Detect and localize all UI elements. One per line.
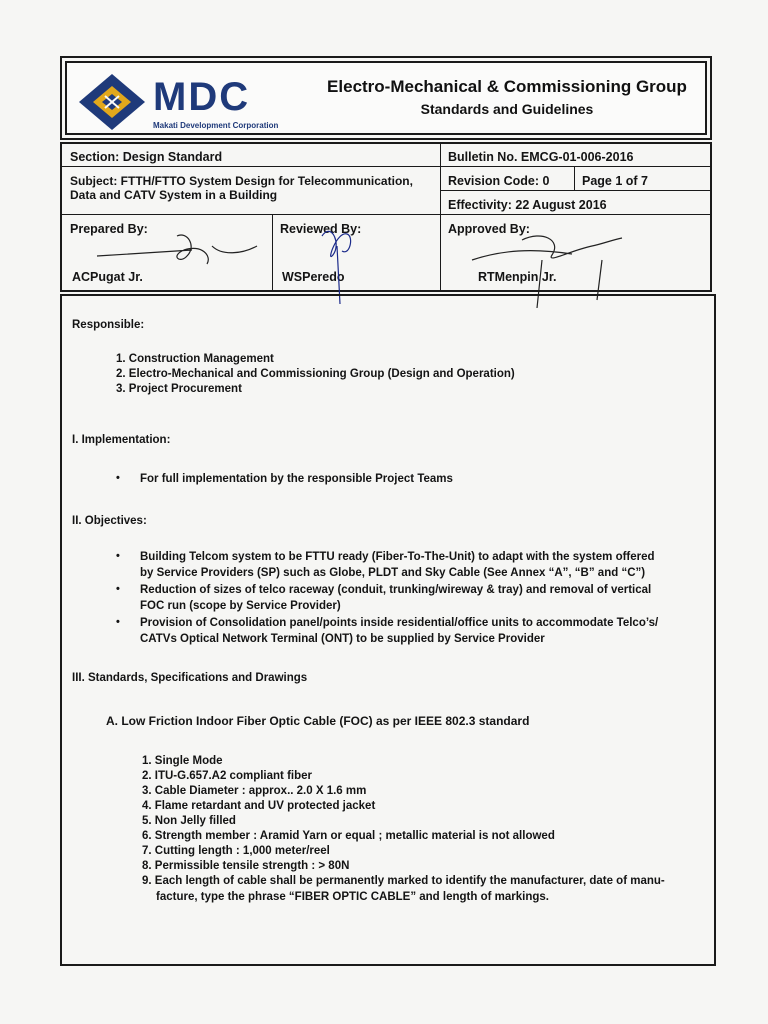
approved-by-label: Approved By: [448,222,530,236]
header-inner-frame [65,61,707,135]
spec-item: 6. Strength member : Aramid Yarn or equal ; metallic material is not allowed [142,830,555,842]
objective-line: Reduction of sizes of telco raceway (conduit, trunking/wireway & tray) and removal of vertical [140,584,652,596]
objective-line: by Service Providers (SP) such as Globe, PLDT and Sky Cable (See Annex “A”, “B” and “C”) [140,567,646,579]
responsible-item: 1. Construction Management [116,353,274,365]
approved-by-name: RTMenpin Jr. [478,270,557,284]
section-label: Section: Design Standard [70,150,223,164]
subject-line-2: Data and CATV System in a Building [70,188,278,202]
document-body [60,294,716,966]
document-info-table [60,142,712,292]
responsible-heading: Responsible: [72,319,145,331]
implementation-item: For full implementation by the responsible Project Teams [140,473,453,485]
effectivity-date: Effectivity: 22 August 2016 [448,198,607,212]
objective-line: FOC run (scope by Service Provider) [140,600,341,612]
bullet-icon: • [116,550,120,562]
subsection-a-heading: A. Low Friction Indoor Fiber Optic Cable (FOC) as per IEEE 802.3 standard [106,714,530,728]
subject-line-1: Subject: FTTH/FTTO System Design for Telecommunication, [70,174,413,188]
responsible-item: 2. Electro-Mechanical and Commissioning Group (Design and Operation) [116,368,515,380]
table-divider [62,214,710,215]
bullet-icon: • [116,583,120,595]
spec-item: 3. Cable Diameter : approx.. 2.0 X 1.6 mm [142,785,367,797]
spec-item: 4. Flame retardant and UV protected jacket [142,800,376,812]
spec-item: 7. Cutting length : 1,000 meter/reel [142,845,330,857]
group-subtitle: Standards and Guidelines [420,101,594,117]
responsible-item: 3. Project Procurement [116,383,242,395]
spec-item-continuation: facture, type the phrase “FIBER OPTIC CABLE” and length of markings. [156,891,549,903]
bullet-icon: • [116,616,120,628]
revision-code: Revision Code: 0 [448,174,550,188]
mdc-logo-icon [77,72,147,132]
objective-line: Provision of Consolidation panel/points inside residential/office units to accommodate Telco’s/ [140,617,659,629]
table-divider [574,166,575,190]
reviewed-by-name: WSPeredo [282,270,345,284]
prepared-by-label: Prepared By: [70,222,148,236]
logo-subtitle: Makati Development Corporation [153,121,279,130]
bullet-icon: • [116,472,120,484]
signature-prepared-icon [92,226,262,276]
spec-item: 5. Non Jelly filled [142,815,236,827]
logo-wordmark: MDC [153,75,251,119]
document-header [60,56,712,140]
objective-line: CATVs Optical Network Terminal (ONT) to be supplied by Service Provider [140,633,545,645]
table-divider [440,144,441,292]
table-divider [272,214,273,292]
spec-item: 8. Permissible tensile strength : > 80N [142,860,350,872]
reviewed-by-label: Reviewed By: [280,222,362,236]
standards-heading: III. Standards, Specifications and Drawings [72,672,308,684]
objectives-heading: II. Objectives: [72,515,147,527]
group-title: Electro-Mechanical & Commissioning Group [327,77,687,96]
page-number: Page 1 of 7 [582,174,648,188]
spec-item: 9. Each length of cable shall be permanently marked to identify the manufacturer, date of manu- [142,875,665,887]
objective-line: Building Telcom system to be FTTU ready (Fiber-To-The-Unit) to adapt with the system offered [140,551,655,563]
bulletin-number: Bulletin No. EMCG-01-006-2016 [448,150,634,164]
spec-item: 1. Single Mode [142,755,223,767]
implementation-heading: I. Implementation: [72,434,171,446]
prepared-by-name: ACPugat Jr. [72,270,143,284]
spec-item: 2. ITU-G.657.A2 compliant fiber [142,770,312,782]
signature-reviewed-icon [292,216,382,306]
